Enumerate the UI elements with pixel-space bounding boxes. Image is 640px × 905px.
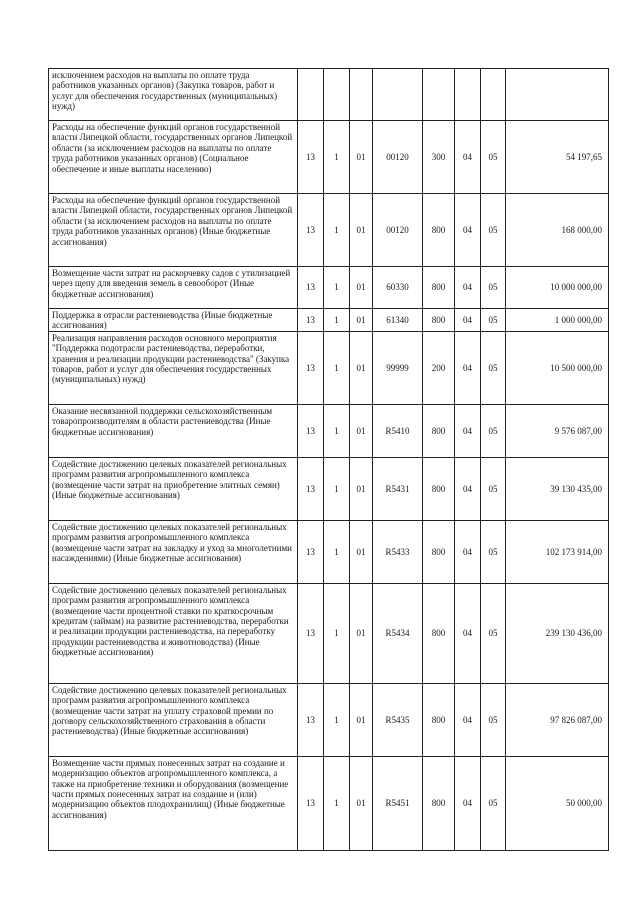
subsection-cell: 05 bbox=[481, 583, 506, 683]
row-description: Содействие достижению целевых показателей региональных программ развития агропромышленного комплекса (возмещение части затрат на закладку и уход за многолетними насаждениями) (Иные бюджетные ассигнования) bbox=[49, 520, 298, 583]
main-activity-code-cell: 01 bbox=[350, 756, 373, 850]
program-code-cell: 13 bbox=[298, 583, 324, 683]
table-row bbox=[49, 404, 609, 457]
row-description: Оказание несвязанной поддержки сельскохозяйственным товаропроизводителям в области растениеводства (Иные бюджетные ассигнования) bbox=[49, 404, 298, 457]
subsection-cell: 05 bbox=[481, 194, 506, 267]
program-code-cell: 13 bbox=[298, 404, 324, 457]
amount-cell: 239 130 436,00 bbox=[506, 583, 609, 683]
subprogram-code-cell: 1 bbox=[324, 583, 350, 683]
program-code-cell: 13 bbox=[298, 331, 324, 404]
section-cell: 04 bbox=[455, 194, 481, 267]
subsection-cell: 05 bbox=[481, 331, 506, 404]
expense-type-cell: 800 bbox=[423, 457, 455, 520]
direction-code-cell: 61340 bbox=[373, 309, 423, 332]
subprogram-code-cell: 1 bbox=[324, 194, 350, 267]
main-activity-code-cell: 01 bbox=[350, 583, 373, 683]
direction-code-cell: 99999 bbox=[373, 331, 423, 404]
section-cell: 04 bbox=[455, 457, 481, 520]
subsection-cell: 05 bbox=[481, 457, 506, 520]
direction-code-cell: 60330 bbox=[373, 267, 423, 309]
main-activity-code-cell: 01 bbox=[350, 194, 373, 267]
amount-cell: 10 500 000,00 bbox=[506, 331, 609, 404]
subprogram-code-cell bbox=[324, 69, 350, 121]
direction-code-cell: R5451 bbox=[373, 756, 423, 850]
amount-cell: 54 197,65 bbox=[506, 121, 609, 194]
direction-code-cell: 00120 bbox=[373, 121, 423, 194]
main-activity-code-cell bbox=[350, 69, 373, 121]
expense-type-cell: 800 bbox=[423, 583, 455, 683]
row-description: Расходы на обеспечение функций органов государственной власти Липецкой области, государственных органов Липецкой области (за исключением расходов на выплаты по оплате труда работников указанных органов) (Иные бюджетные ассигнования) bbox=[49, 194, 298, 267]
main-activity-code-cell: 01 bbox=[350, 404, 373, 457]
program-code-cell: 13 bbox=[298, 267, 324, 309]
table-row bbox=[49, 331, 609, 404]
expense-type-cell: 800 bbox=[423, 309, 455, 332]
program-code-cell: 13 bbox=[298, 756, 324, 850]
subprogram-code-cell: 1 bbox=[324, 457, 350, 520]
subprogram-code-cell: 1 bbox=[324, 520, 350, 583]
main-activity-code-cell: 01 bbox=[350, 121, 373, 194]
amount-cell: 9 576 087,00 bbox=[506, 404, 609, 457]
expense-type-cell: 800 bbox=[423, 683, 455, 756]
section-cell: 04 bbox=[455, 267, 481, 309]
program-code-cell bbox=[298, 69, 324, 121]
main-activity-code-cell: 01 bbox=[350, 309, 373, 332]
subsection-cell: 05 bbox=[481, 520, 506, 583]
subsection-cell: 05 bbox=[481, 404, 506, 457]
subprogram-code-cell: 1 bbox=[324, 267, 350, 309]
table-row bbox=[49, 520, 609, 583]
direction-code-cell: R5435 bbox=[373, 683, 423, 756]
section-cell: 04 bbox=[455, 520, 481, 583]
program-code-cell: 13 bbox=[298, 121, 324, 194]
subsection-cell: 05 bbox=[481, 267, 506, 309]
amount-cell: 97 826 087,00 bbox=[506, 683, 609, 756]
main-activity-code-cell: 01 bbox=[350, 267, 373, 309]
expense-type-cell: 800 bbox=[423, 194, 455, 267]
direction-code-cell: R5410 bbox=[373, 404, 423, 457]
row-description: Возмещение части прямых понесенных затрат на создание и модернизацию объектов агропромышленного комплекса, а также на приобретение техники и оборудования (возмещение части прямых понесенных затрат на создание и (или) модернизацию объектов плодохранилищ) (Иные бюджетные ассигнования) bbox=[49, 756, 298, 850]
subprogram-code-cell: 1 bbox=[324, 756, 350, 850]
table-row bbox=[49, 194, 609, 267]
expense-type-cell: 300 bbox=[423, 121, 455, 194]
program-code-cell: 13 bbox=[298, 457, 324, 520]
subsection-cell: 05 bbox=[481, 683, 506, 756]
table-row bbox=[49, 267, 609, 309]
row-description: Возмещение части затрат на раскорчевку садов с утилизацией через щепу для введения земель в севооборот (Иные бюджетные ассигнования) bbox=[49, 267, 298, 309]
section-cell: 04 bbox=[455, 404, 481, 457]
amount-cell: 10 000 000,00 bbox=[506, 267, 609, 309]
budget-table bbox=[48, 68, 609, 851]
subprogram-code-cell: 1 bbox=[324, 683, 350, 756]
row-description: исключением расходов на выплаты по оплате труда работников указанных органов) (Закупка товаров, работ и услуг для обеспечения государственных (муниципальных) нужд) bbox=[49, 69, 298, 121]
subsection-cell bbox=[481, 69, 506, 121]
table-row bbox=[49, 457, 609, 520]
amount-cell: 168 000,00 bbox=[506, 194, 609, 267]
amount-cell: 39 130 435,00 bbox=[506, 457, 609, 520]
direction-code-cell: R5431 bbox=[373, 457, 423, 520]
table-row bbox=[49, 121, 609, 194]
section-cell: 04 bbox=[455, 583, 481, 683]
direction-code-cell bbox=[373, 69, 423, 121]
subprogram-code-cell: 1 bbox=[324, 121, 350, 194]
row-description: Реализация направления расходов основного мероприятия "Поддержка подотрасли растениеводства, переработки, хранения и реализации продукции растениеводства" (Закупка товаров, работ и услуг для обеспечения государственных (муниципальных) нужд) bbox=[49, 331, 298, 404]
main-activity-code-cell: 01 bbox=[350, 683, 373, 756]
subprogram-code-cell: 1 bbox=[324, 404, 350, 457]
amount-cell bbox=[506, 69, 609, 121]
program-code-cell: 13 bbox=[298, 309, 324, 332]
expense-type-cell: 800 bbox=[423, 520, 455, 583]
direction-code-cell: R5433 bbox=[373, 520, 423, 583]
section-cell: 04 bbox=[455, 309, 481, 332]
table-row bbox=[49, 756, 609, 850]
program-code-cell: 13 bbox=[298, 520, 324, 583]
section-cell: 04 bbox=[455, 121, 481, 194]
program-code-cell: 13 bbox=[298, 194, 324, 267]
subprogram-code-cell: 1 bbox=[324, 331, 350, 404]
expense-type-cell: 800 bbox=[423, 267, 455, 309]
subsection-cell: 05 bbox=[481, 756, 506, 850]
section-cell: 04 bbox=[455, 756, 481, 850]
expense-type-cell: 200 bbox=[423, 331, 455, 404]
main-activity-code-cell: 01 bbox=[350, 457, 373, 520]
amount-cell: 50 000,00 bbox=[506, 756, 609, 850]
expense-type-cell: 800 bbox=[423, 756, 455, 850]
amount-cell: 1 000 000,00 bbox=[506, 309, 609, 332]
expense-type-cell: 800 bbox=[423, 404, 455, 457]
section-cell bbox=[455, 69, 481, 121]
row-description: Поддержка в отрасли растениеводства (Иные бюджетные ассигнования) bbox=[49, 309, 298, 332]
table-row bbox=[49, 69, 609, 121]
section-cell: 04 bbox=[455, 331, 481, 404]
direction-code-cell: 00120 bbox=[373, 194, 423, 267]
table-row bbox=[49, 583, 609, 683]
program-code-cell: 13 bbox=[298, 683, 324, 756]
main-activity-code-cell: 01 bbox=[350, 520, 373, 583]
main-activity-code-cell: 01 bbox=[350, 331, 373, 404]
row-description: Расходы на обеспечение функций органов государственной власти Липецкой области, государственных органов Липецкой области (за исключением расходов на выплаты по оплате труда работников указанных органов) (Социальное обеспечение и иные выплаты населению) bbox=[49, 121, 298, 194]
subsection-cell: 05 bbox=[481, 309, 506, 332]
row-description: Содействие достижению целевых показателей региональных программ развития агропромышленного комплекса (возмещение части затрат на приобретение элитных семян) (Иные бюджетные ассигнования) bbox=[49, 457, 298, 520]
table-row bbox=[49, 683, 609, 756]
expense-type-cell bbox=[423, 69, 455, 121]
row-description: Содействие достижению целевых показателей региональных программ развития агропромышленного комплекса (возмещение части затрат на уплату страховой премии по договору сельскохозяйственного страхования в области растениеводства) (Иные бюджетные ассигнования) bbox=[49, 683, 298, 756]
subsection-cell: 05 bbox=[481, 121, 506, 194]
row-description: Содействие достижению целевых показателей региональных программ развития агропромышленного комплекса (возмещение части процентной ставки по краткосрочным кредитам (займам) на развитие растениеводства, переработки и реализации продукции растениеводства, на переработку продукции растениеводства и животноводства) (Иные бюджетные ассигнования) bbox=[49, 583, 298, 683]
amount-cell: 102 173 914,00 bbox=[506, 520, 609, 583]
table-body bbox=[49, 69, 609, 851]
subprogram-code-cell: 1 bbox=[324, 309, 350, 332]
section-cell: 04 bbox=[455, 683, 481, 756]
direction-code-cell: R5434 bbox=[373, 583, 423, 683]
table-row bbox=[49, 309, 609, 332]
